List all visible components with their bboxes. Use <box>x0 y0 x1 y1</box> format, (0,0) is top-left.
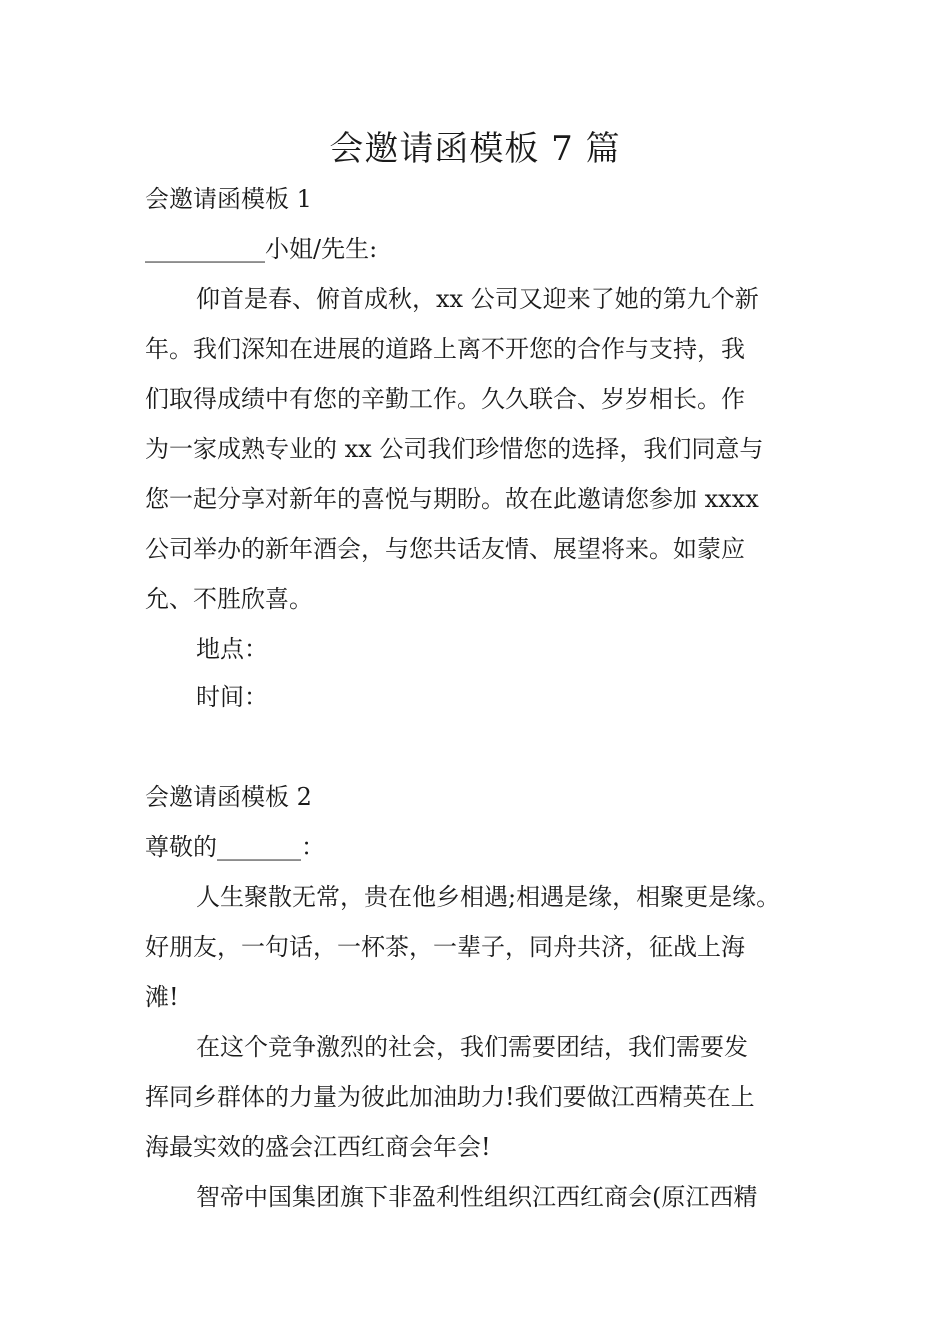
paragraph-line: 为一家成熟专业的 xx 公司我们珍惜您的选择，我们同意与 <box>145 435 764 463</box>
section-heading-2: 会邀请函模板 2 <box>145 783 312 811</box>
salutation-2: 尊敬的_______： <box>145 833 325 861</box>
paragraph-line: 滩! <box>145 983 179 1011</box>
document-title: 会邀请函模板 7 篇 <box>329 129 621 169</box>
location-label: 地点： <box>196 635 268 663</box>
paragraph-line: 公司举办的新年酒会，与您共话友情、展望将来。如蒙应 <box>145 535 745 563</box>
paragraph-line: 海最实效的盛会江西红商会年会! <box>145 1133 491 1161</box>
paragraph-line: 挥同乡群体的力量为彼此加油助力!我们要做江西精英在上 <box>145 1083 755 1111</box>
section-heading-1: 会邀请函模板 1 <box>145 185 312 213</box>
paragraph-line: 好朋友，一句话，一杯茶，一辈子，同舟共济，征战上海 <box>145 933 745 961</box>
paragraph-line: 年。我们深知在进展的道路上离不开您的合作与支持，我 <box>145 335 745 363</box>
paragraph-line: 们取得成绩中有您的辛勤工作。久久联合、岁岁相长。作 <box>145 385 745 413</box>
time-label: 时间： <box>196 683 268 711</box>
paragraph-line: 仰首是春、俯首成秋，xx 公司又迎来了她的第九个新 <box>196 285 759 313</box>
paragraph-line: 在这个竞争激烈的社会，我们需要团结，我们需要发 <box>196 1033 748 1061</box>
paragraph-line: 人生聚散无常，贵在他乡相遇;相遇是缘，相聚更是缘。 <box>196 883 781 911</box>
paragraph-line: 智帝中国集团旗下非盈利性组织江西红商会(原江西精 <box>196 1183 758 1211</box>
paragraph-line: 您一起分享对新年的喜悦与期盼。故在此邀请您参加 xxxx <box>145 485 759 513</box>
paragraph-line: 允、不胜欣喜。 <box>145 585 313 613</box>
salutation-1: __________小姐/先生: <box>145 235 378 263</box>
